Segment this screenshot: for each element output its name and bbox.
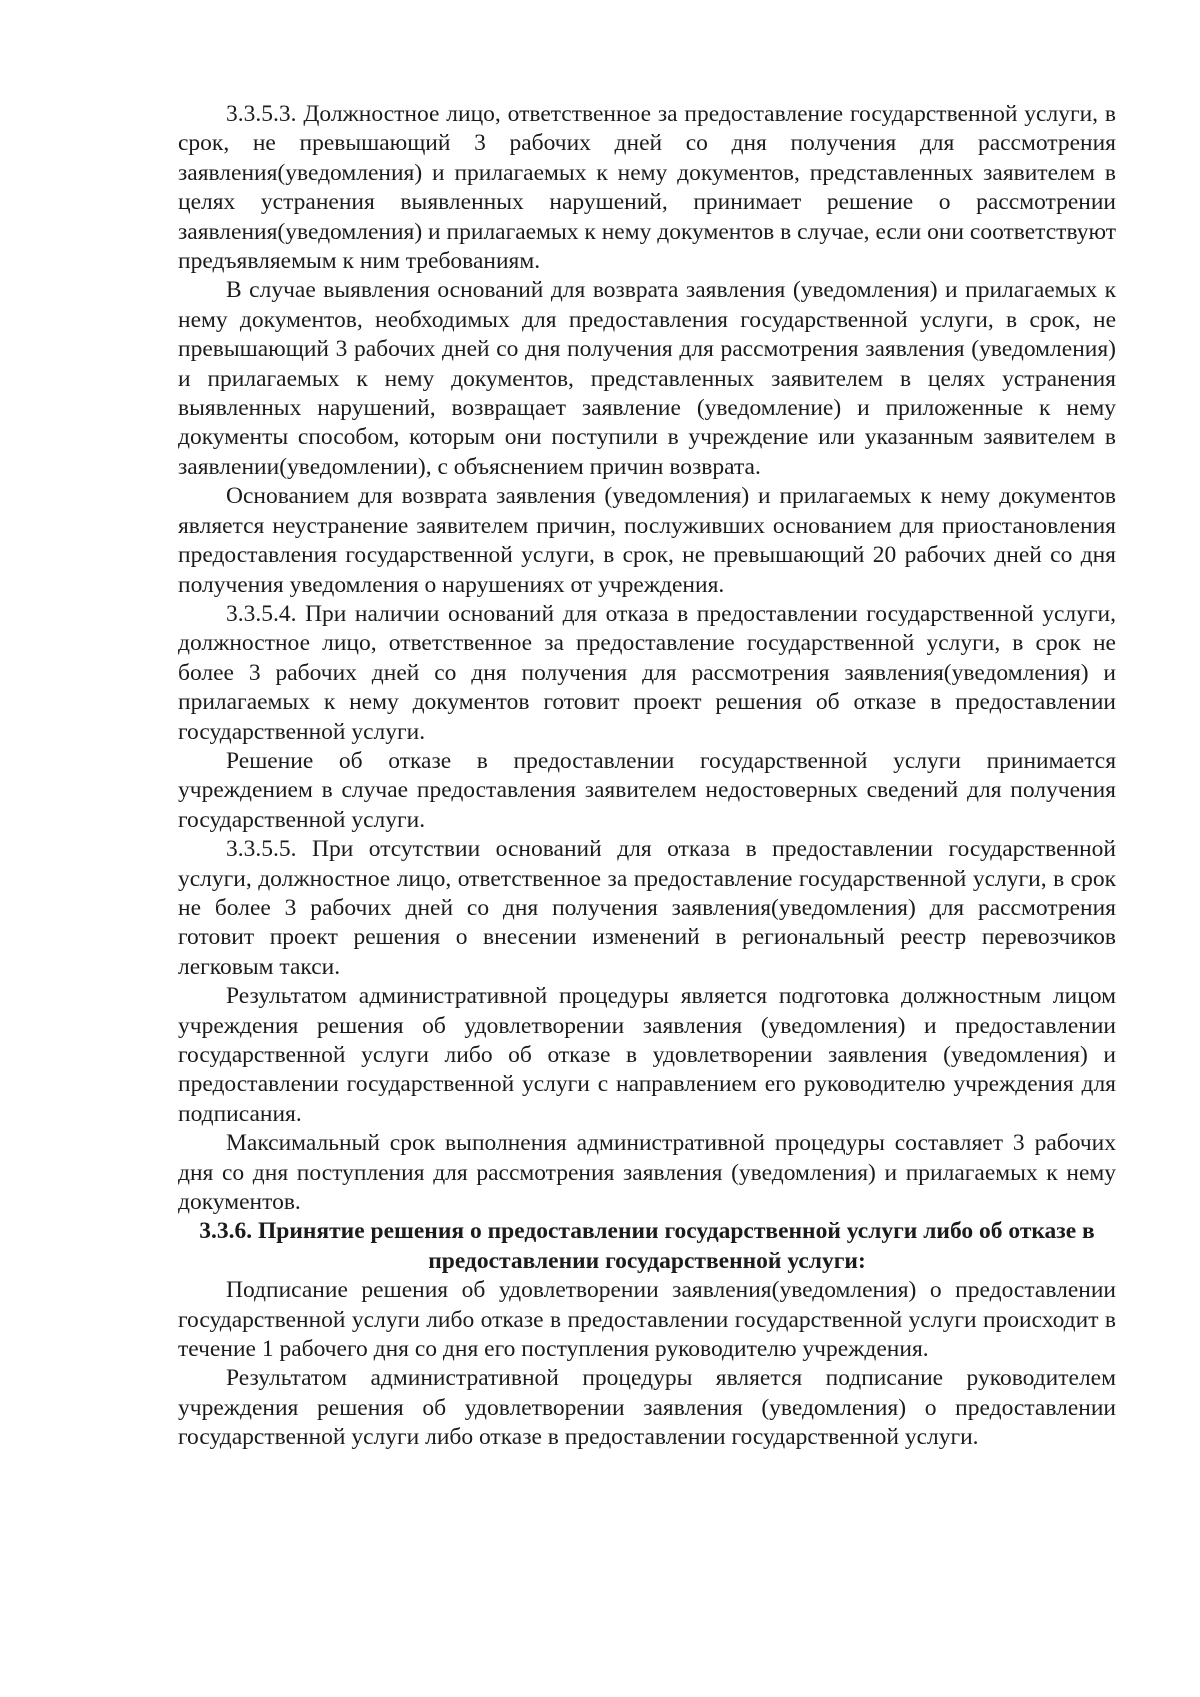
- document-page: [178, 100, 1116, 1453]
- paragraph-procedure-result: Результатом административной процедуры является подготовка должностным лицом учреждения решения об удовлетворении заявления (уведомления) и предоставлении государственной услуги либо об отказе в удовлетворении заявления (уведомления) и предоставлении государственной услуги с направлением его руководителю учреждения для подписания.: [178, 983, 1116, 1127]
- paragraph-refusal-decision: Решение об отказе в предоставлении государственной услуги принимается учреждением в случае предоставления заявителем недостоверных сведений для получения государственной услуги.: [178, 747, 1116, 833]
- paragraph-signing: Подписание решения об удовлетворении заявления(уведомления) о предоставлении государственной услуги либо отказе в предоставлении государственной услуги происходит в течение 1 рабочего дня со дня его поступления руководителю учреждения.: [178, 1277, 1116, 1363]
- paragraph-return-basis: Основанием для возврата заявления (уведомления) и прилагаемых к нему документов является неустранение заявителем причин, послуживших основанием для приостановления предоставления государственной услуги, в срок, не превышающий 20 рабочих дней со дня получения уведомления о нарушениях от учреждения.: [178, 483, 1116, 598]
- paragraph-3-3-5-3: 3.3.5.3. Должностное лицо, ответственное за предоставление государственной услуги, в срок, не превышающий 3 рабочих дней со дня получения для рассмотрения заявления(уведомления) и прилагаемых к нему документов, представленных заявителем в целях устранения выявленных нарушений, принимает решение о рассмотрении заявления(уведомления) и прилагаемых к нему документов в случае, если они соответствуют предъявляемым к ним требованиям.: [178, 101, 1116, 275]
- paragraph-3-3-5-4: 3.3.5.4. При наличии оснований для отказа в предоставлении государственной услуги, должностное лицо, ответственное за предоставление государственной услуги, в срок не более 3 рабочих дней со дня получения для рассмотрения заявления(уведомления) и прилагаемых к нему документов готовит проект решения об отказе в предоставлении государственной услуги.: [178, 600, 1116, 745]
- paragraph-return-grounds: В случае выявления оснований для возврата заявления (уведомления) и прилагаемых к нему документов, необходимых для предоставления государственной услуги, в срок, не превышающий 3 рабочих дней со дня получения для рассмотрения заявления (уведомления) и прилагаемых к нему документов, представленных заявителем в целях устранения выявленных нарушений, возвращает заявление (уведомление) и приложенные к нему документы способом, которым они поступили в учреждение или указанным заявителем в заявлении(уведомлении), с объяснением причин возврата.: [178, 277, 1116, 480]
- paragraph-max-term: Максимальный срок выполнения административной процедуры составляет 3 рабочих дня со дня поступления для рассмотрения заявления (уведомления) и прилагаемых к нему документов.: [178, 1130, 1116, 1216]
- section-heading-3-3-6: 3.3.6. Принятие решения о предоставлении государственной услуги либо об отказе в предоставлении государственной услуги:: [199, 1218, 1095, 1274]
- paragraph-3-3-5-5: 3.3.5.5. При отсутствии оснований для отказа в предоставлении государственной услуги, должностное лицо, ответственное за предоставление государственной услуги, в срок не более 3 рабочих дней со дня получения заявления(уведомления) для рассмотрения готовит проект решения о внесении изменений в региональный реестр перевозчиков легковым такси.: [178, 836, 1116, 980]
- paragraph-signing-result: Результатом административной процедуры является подписание руководителем учреждения решения об удовлетворении заявления (уведомления) о предоставлении государственной услуги либо отказе в предоставлении государственной услуги.: [178, 1365, 1116, 1451]
